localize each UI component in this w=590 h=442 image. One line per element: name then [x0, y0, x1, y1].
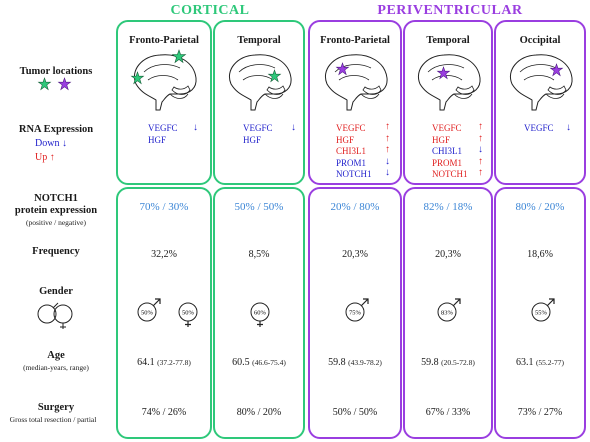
rna-gene: VEGFC [148, 123, 178, 133]
age-value [403, 357, 493, 368]
age-median: 59.8 [421, 357, 439, 368]
column-title: Fronto-Parietal [320, 35, 390, 46]
rna-gene: HGF [148, 134, 167, 145]
age-value [116, 357, 212, 368]
surgery-value: 67% / 33% [425, 407, 471, 418]
legend-up-label: Up [35, 152, 48, 163]
column-title: Fronto-Parietal [129, 35, 199, 46]
tumor-marker-icon [336, 63, 349, 76]
rna-gene: VEGFC [243, 123, 273, 133]
age-range: (43.9-78.2) [348, 358, 382, 367]
notch-value: 80% / 20% [515, 201, 565, 213]
age-subtitle: (median-years, range) [23, 363, 89, 372]
female-symbol-icon [247, 296, 277, 328]
frequency-value: 18,6% [527, 249, 553, 260]
frequency-value: 32,2% [151, 249, 177, 260]
row-label-gender: Gender [39, 286, 73, 297]
tumor-marker-icon [437, 67, 450, 80]
rna-gene: HGF [336, 134, 355, 145]
notch-title-line1: NOTCH1 [34, 193, 78, 204]
male-symbol-icon [342, 296, 372, 328]
down-arrow-icon: ↓ [566, 122, 571, 133]
down-arrow-icon: ↓ [385, 155, 390, 167]
surgery-value: 50% / 50% [332, 407, 378, 418]
legend-up [35, 152, 55, 163]
rna-gene: VEGFC [432, 123, 462, 133]
rna-gene: NOTCH1 [432, 169, 468, 179]
rna-gene: VEGFC [524, 123, 554, 133]
row-label-rna-expression: RNA Expression [18, 124, 94, 135]
cortical-group-title: CORTICAL [170, 3, 250, 18]
surgery-subtitle: Gross total resection / partial [9, 415, 97, 424]
up-arrow-icon: ↑ [478, 121, 483, 132]
gender-percent: 50% [182, 309, 194, 317]
age-median: 63.1 [515, 357, 534, 368]
down-arrow-icon: ↓ [193, 122, 198, 133]
age-median: 59.8 [328, 357, 346, 368]
female-symbol-icon [175, 296, 205, 328]
frequency-value: 8,5% [248, 249, 270, 260]
up-arrow-icon: ↑ [49, 152, 55, 163]
brain-icon [317, 50, 393, 112]
legend-down [35, 138, 67, 149]
tumor-marker-icon [172, 50, 186, 64]
down-arrow-icon: ↓ [61, 138, 67, 149]
frequency-value: 20,3% [435, 249, 461, 260]
age-median: 64.1 [137, 357, 155, 368]
down-arrow-icon: ↓ [385, 167, 390, 178]
up-arrow-icon: ↑ [478, 155, 483, 167]
age-value [494, 357, 586, 368]
male-symbol-icon [528, 296, 558, 328]
legend-down-label: Down [35, 138, 60, 149]
notch-value: 20% / 80% [330, 201, 380, 213]
tumor-legend-purple-icon [58, 78, 71, 91]
rna-gene: PROM1 [432, 157, 463, 168]
tumor-marker-icon [131, 72, 144, 85]
brain-icon [502, 50, 578, 112]
rna-gene: HGF [432, 134, 451, 145]
notch-value: 82% / 18% [423, 201, 473, 213]
gender-percent: 55% [535, 309, 547, 317]
up-arrow-icon: ↑ [478, 167, 483, 178]
surgery-title: Surgery [37, 402, 75, 413]
down-arrow-icon: ↓ [291, 122, 296, 133]
up-arrow-icon: ↑ [385, 132, 390, 144]
up-arrow-icon: ↑ [385, 144, 390, 155]
age-range: (20.5-72.8) [441, 358, 475, 367]
column-title: Occipital [519, 35, 561, 46]
notch-title-line2: protein expression [14, 205, 98, 216]
surgery-value: 73% / 27% [517, 407, 563, 418]
column-title: Temporal [426, 35, 470, 46]
periventricular-group-title: PERIVENTRICULAR [377, 3, 523, 18]
age-value [308, 357, 402, 368]
frequency-value: 20,3% [342, 249, 368, 260]
gender-percent: 50% [141, 309, 153, 317]
gender-percent: 75% [349, 309, 361, 317]
row-label-frequency: Frequency [32, 246, 80, 257]
surgery-value: 80% / 20% [236, 407, 282, 418]
rna-gene: CHI3L1 [432, 146, 462, 156]
brain-icon [410, 50, 486, 112]
rna-gene: PROM1 [336, 157, 367, 168]
down-arrow-icon: ↓ [478, 144, 483, 155]
column-title: Temporal [237, 35, 281, 46]
tumor-marker-icon [550, 64, 563, 77]
up-arrow-icon: ↑ [478, 132, 483, 144]
row-label-tumor-locations: Tumor locations [19, 66, 93, 77]
surgery-value: 74% / 26% [141, 407, 187, 418]
gender-percent: 60% [254, 309, 266, 317]
tumor-legend-green-icon [38, 78, 51, 91]
age-median: 60.5 [232, 357, 250, 368]
gender-percent: 83% [441, 309, 453, 317]
brain-icon [221, 50, 297, 112]
age-range: (55.2-77) [535, 358, 565, 367]
row-label-notch1 [0, 193, 112, 229]
age-value [213, 357, 305, 368]
row-label-age [0, 350, 112, 374]
rna-gene: HGF [243, 134, 262, 145]
row-label-surgery [0, 402, 112, 426]
rna-gene: VEGFC [336, 123, 366, 133]
tumor-marker-icon [268, 70, 281, 83]
age-title: Age [47, 350, 65, 361]
gender-symbols-icon [35, 300, 81, 330]
male-symbol-icon [434, 296, 464, 328]
up-arrow-icon: ↑ [385, 121, 390, 132]
notch-value: 70% / 30% [139, 201, 189, 213]
age-range: (46.6-75.4) [252, 358, 286, 367]
rna-gene: NOTCH1 [336, 169, 372, 179]
age-range: (37.2-77.8) [157, 358, 191, 367]
notch-subtitle: (positive / negative) [26, 218, 86, 227]
notch-value: 50% / 50% [234, 201, 284, 213]
rna-gene: CHI3L1 [336, 146, 366, 156]
male-symbol-icon [134, 296, 164, 328]
